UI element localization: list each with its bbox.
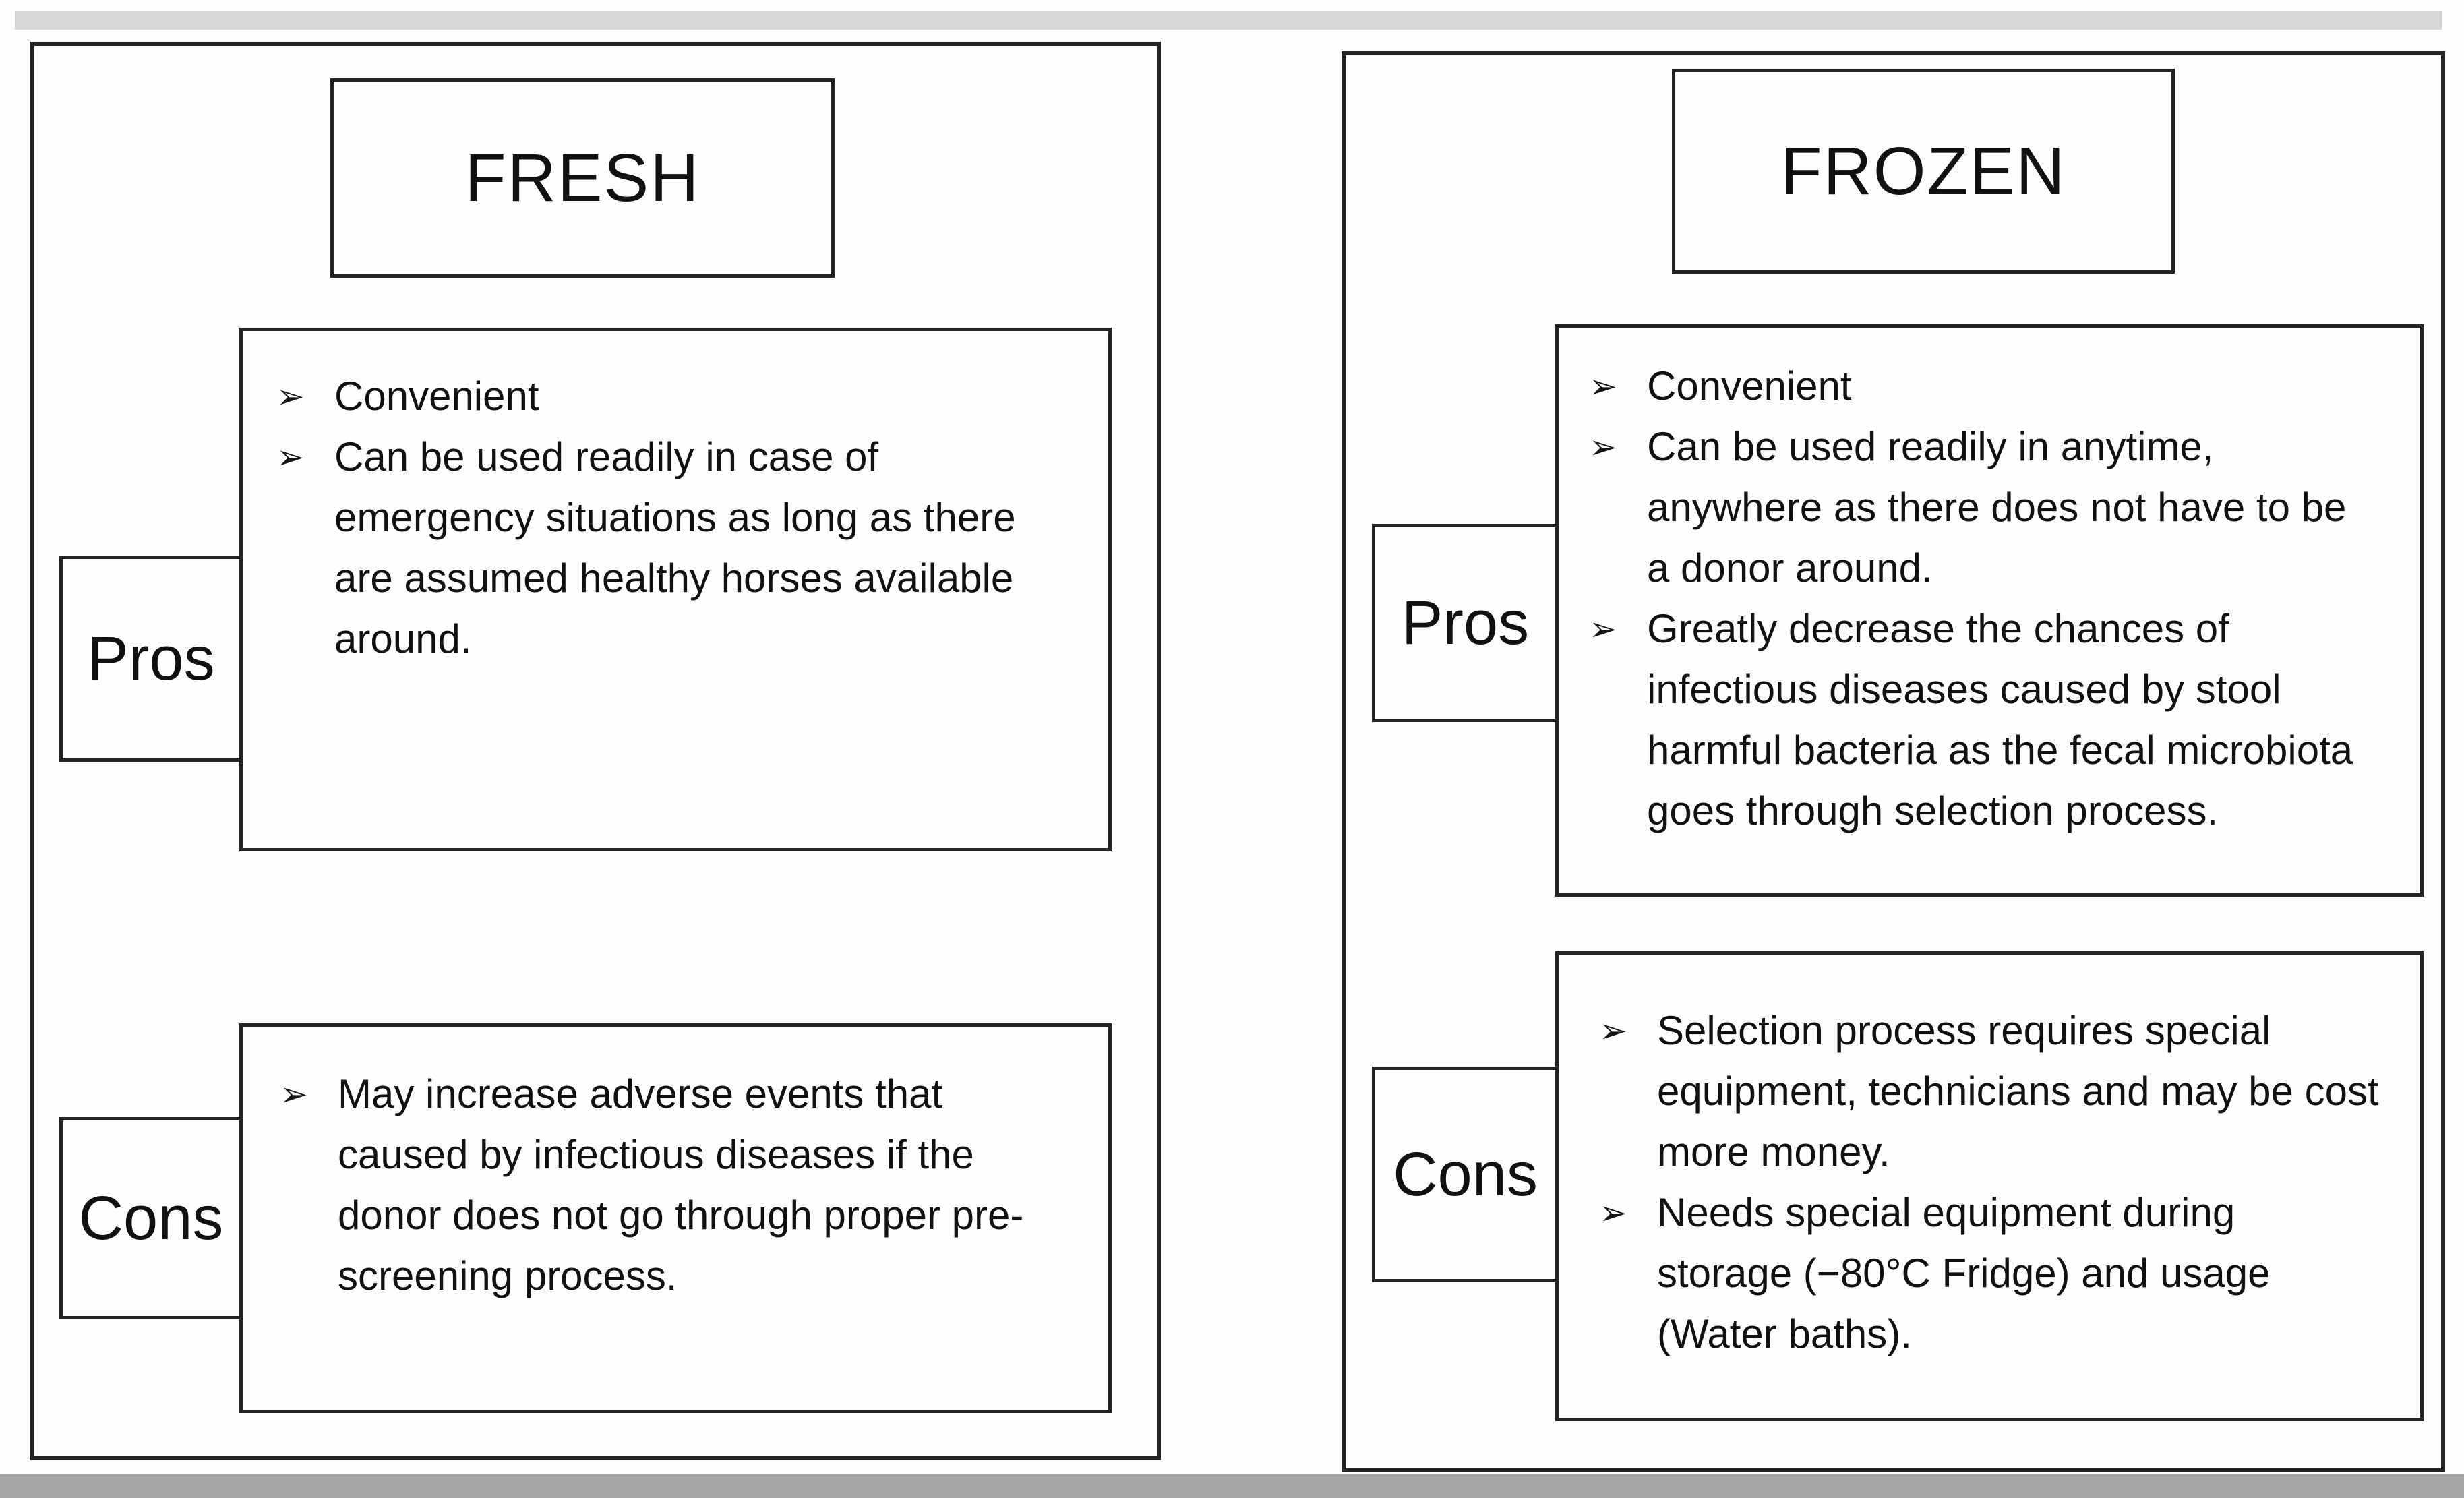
- fresh-cons-content-box: [239, 1023, 1112, 1413]
- bullet-text: Convenient: [1647, 363, 1852, 409]
- fresh-cons-label: Cons: [78, 1183, 224, 1253]
- bullet-item: [280, 1064, 1081, 1307]
- frozen-pros-label: Pros: [1401, 588, 1530, 657]
- bullet-text: Selection process requires special equipment, technicians and may be cost more money.: [1657, 1008, 2379, 1174]
- bullet-item: [1599, 1000, 2380, 1182]
- arrow-bullet-icon: ➢: [276, 378, 305, 415]
- bullet-item: [276, 366, 1081, 427]
- bullet-item: [1599, 1182, 2380, 1365]
- bullet-text: Convenient: [334, 373, 539, 419]
- top-scan-artifact: [15, 11, 2442, 30]
- bullet-text: Needs special equipment during storage (−80°C Fridge) and usage (Water baths).: [1657, 1190, 2271, 1356]
- fresh-pros-label-box: [59, 556, 243, 762]
- bullet-text: Greatly decrease the chances of infectious diseases caused by stool harmful bacteria as the fecal microbiota goes through selection process.: [1647, 606, 2353, 833]
- frozen-cons-label-box: [1372, 1067, 1559, 1282]
- frozen-pros-content-box: [1555, 324, 2424, 897]
- frozen-cons-content-box: [1555, 951, 2424, 1421]
- bullet-item: [1589, 599, 2380, 841]
- arrow-bullet-icon: ➢: [1589, 610, 1617, 648]
- frozen-cons-label: Cons: [1393, 1139, 1538, 1209]
- bullet-text: Can be used readily in case of emergency situations as long as there are assumed healthy horses available around.: [334, 434, 1016, 661]
- arrow-bullet-icon: ➢: [276, 438, 305, 476]
- bullet-item: [1589, 356, 2380, 417]
- frozen-pros-label-box: [1372, 524, 1559, 722]
- fresh-title-box: [330, 78, 835, 278]
- bullet-item: [1589, 417, 2380, 599]
- bullet-item: [276, 427, 1081, 669]
- fresh-pros-content-box: [239, 328, 1112, 851]
- arrow-bullet-icon: ➢: [1599, 1194, 1627, 1232]
- arrow-bullet-icon: ➢: [280, 1075, 308, 1113]
- fresh-title: FRESH: [464, 140, 700, 216]
- fresh-pros-label: Pros: [87, 624, 215, 693]
- arrow-bullet-icon: ➢: [1599, 1012, 1627, 1050]
- arrow-bullet-icon: ➢: [1589, 367, 1617, 405]
- frozen-title: FROZEN: [1780, 133, 2066, 209]
- bottom-scan-artifact: [0, 1474, 2464, 1498]
- bullet-text: May increase adverse events that caused by infectious diseases if the donor does not go through proper pre-screening process.: [338, 1071, 1024, 1298]
- frozen-title-box: [1672, 69, 2175, 274]
- arrow-bullet-icon: ➢: [1589, 428, 1617, 466]
- fresh-cons-label-box: [59, 1117, 243, 1319]
- bullet-text: Can be used readily in anytime, anywhere as there does not have to be a donor around.: [1647, 424, 2347, 591]
